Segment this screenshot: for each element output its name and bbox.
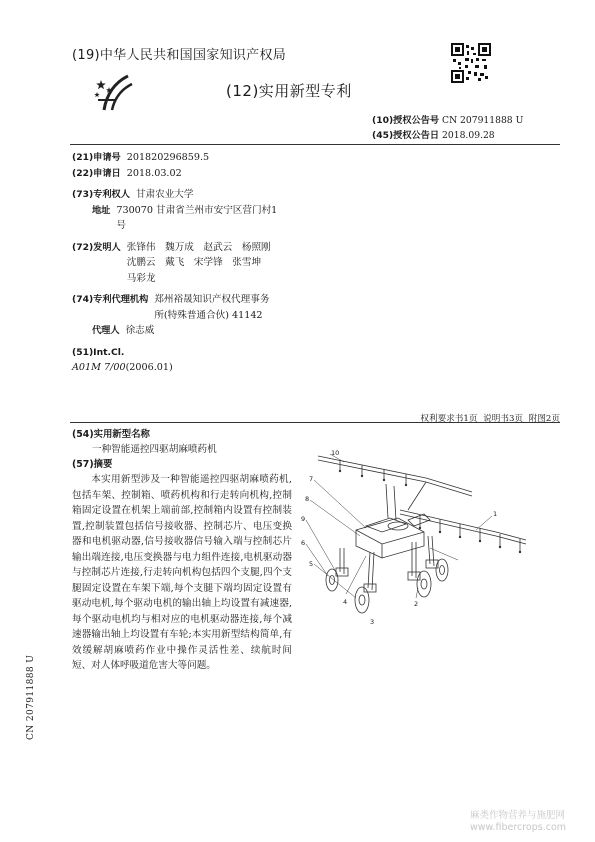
- header-divider: [70, 144, 560, 145]
- utility-model-title-label: (54)实用新型名称: [72, 429, 150, 440]
- qr-code: [451, 43, 491, 83]
- ipc-code: A01M 7/00: [72, 362, 126, 373]
- agent-label: 代理人: [92, 325, 120, 336]
- drawing-callout: 4: [343, 598, 348, 606]
- agent: [72, 323, 372, 339]
- ipc-heading: [72, 345, 372, 361]
- application-number: [72, 150, 372, 166]
- publication-info: [372, 113, 523, 143]
- abstract-text: 本实用新型涉及一种智能遥控四驱胡麻喷药机,包括车架、控制箱、喷药机构和行走转向机构,控制箱固定设置在机架上端前部,控制箱内设置有控制装置,控制装置包括信号接收器、控制芯片、电压变换器和电机驱动器,信号接收器信号输入端与控制芯片输出端连接,电压变换器与电力组件连接,电机驱动器与控制芯片连接,行走转向机构包括四个支腿,四个支腿固定设置在车架下端,每个支腿下端均固定设置有驱动电机,每个驱动电机的输出轴上均设置有减速器,每个驱动电机均与相对应的电机驱动器连接,每个减速器输出轴上均设置有车轮;本实用新型结构简单,有效缓解胡麻喷药作业中操作灵活性差、续航时间短、对人体呼吸道危害大等问题。: [72, 474, 292, 671]
- drawing-callout: 6: [301, 539, 306, 547]
- drawing-callout: 5: [309, 560, 314, 568]
- counts-divider: [70, 422, 560, 423]
- ipc-classification: [72, 360, 372, 376]
- publication-date-label: (45)授权公告日: [372, 130, 440, 141]
- publication-number: [372, 113, 523, 128]
- side-publication-number: CN 207911888 U: [26, 654, 36, 740]
- ipc-label: (51)Int.Cl.: [72, 346, 125, 358]
- publication-date-value: 2018.09.28: [442, 130, 495, 141]
- publication-number-label: (10)授权公告号: [372, 115, 440, 126]
- site-watermark: [470, 810, 566, 834]
- patentee: [72, 187, 372, 203]
- inventors-value: 张锋伟 魏万成 赵武云 杨照刚 沈鹏云 戴飞 宋学锋 张雪坤 马彩龙: [126, 241, 271, 284]
- watermark-line-2: www.fibercrops.com: [470, 822, 567, 833]
- inventors: [72, 240, 372, 287]
- page-counts: 权利要求书1页 说明书3页 附图2页: [420, 414, 560, 424]
- patent-agency-label: (74)专利代理机构: [72, 294, 149, 305]
- filing-date: [72, 166, 372, 182]
- agent-value: 徐志威: [125, 325, 155, 336]
- utility-model-title: 一种智能遥控四驱胡麻喷药机: [92, 444, 217, 455]
- publication-number-value: CN 207911888 U: [442, 115, 524, 126]
- sprayer-drawing: [300, 448, 528, 634]
- document-type-title: (12)实用新型专利: [226, 82, 352, 100]
- drawing-callout: 3: [370, 618, 375, 626]
- bibliographic-data: [72, 150, 372, 376]
- ipc-version: (2006.01): [125, 362, 173, 373]
- drawing-callout: 10: [331, 449, 340, 457]
- filing-date-value: 2018.03.02: [126, 167, 182, 179]
- drawing-callout: 8: [305, 495, 310, 503]
- patent-agency: [72, 292, 372, 323]
- publication-date: [372, 128, 523, 143]
- address: [72, 203, 372, 234]
- address-label: 地址: [92, 204, 111, 216]
- patent-agency-value: 郑州裕晟知识产权代理事务 所(特殊普通合伙) 41142: [154, 294, 270, 321]
- drawing-callout: 1: [493, 510, 498, 518]
- drawing-callout: 7: [309, 475, 314, 483]
- address-value: 730070 甘肃省兰州市安宁区营门村1 号: [116, 204, 278, 231]
- patentee-label: (73)专利权人: [72, 189, 130, 200]
- watermark-line-1: 麻类作物营养与施肥网: [470, 810, 566, 821]
- patent-office-emblem: [94, 72, 140, 112]
- inventors-label: (72)发明人: [72, 241, 121, 253]
- application-number-value: 201820296859.5: [126, 152, 210, 163]
- abstract-label: (57)摘要: [72, 459, 113, 470]
- filing-date-label: (22)申请日: [72, 167, 121, 179]
- patent-office-header: (19)中华人民共和国国家知识产权局: [72, 48, 287, 63]
- application-number-label: (21)申请号: [72, 152, 121, 163]
- drawing-callout: 9: [301, 515, 306, 523]
- drawing-callout: 2: [414, 600, 419, 608]
- patentee-value: 甘肃农业大学: [135, 189, 194, 200]
